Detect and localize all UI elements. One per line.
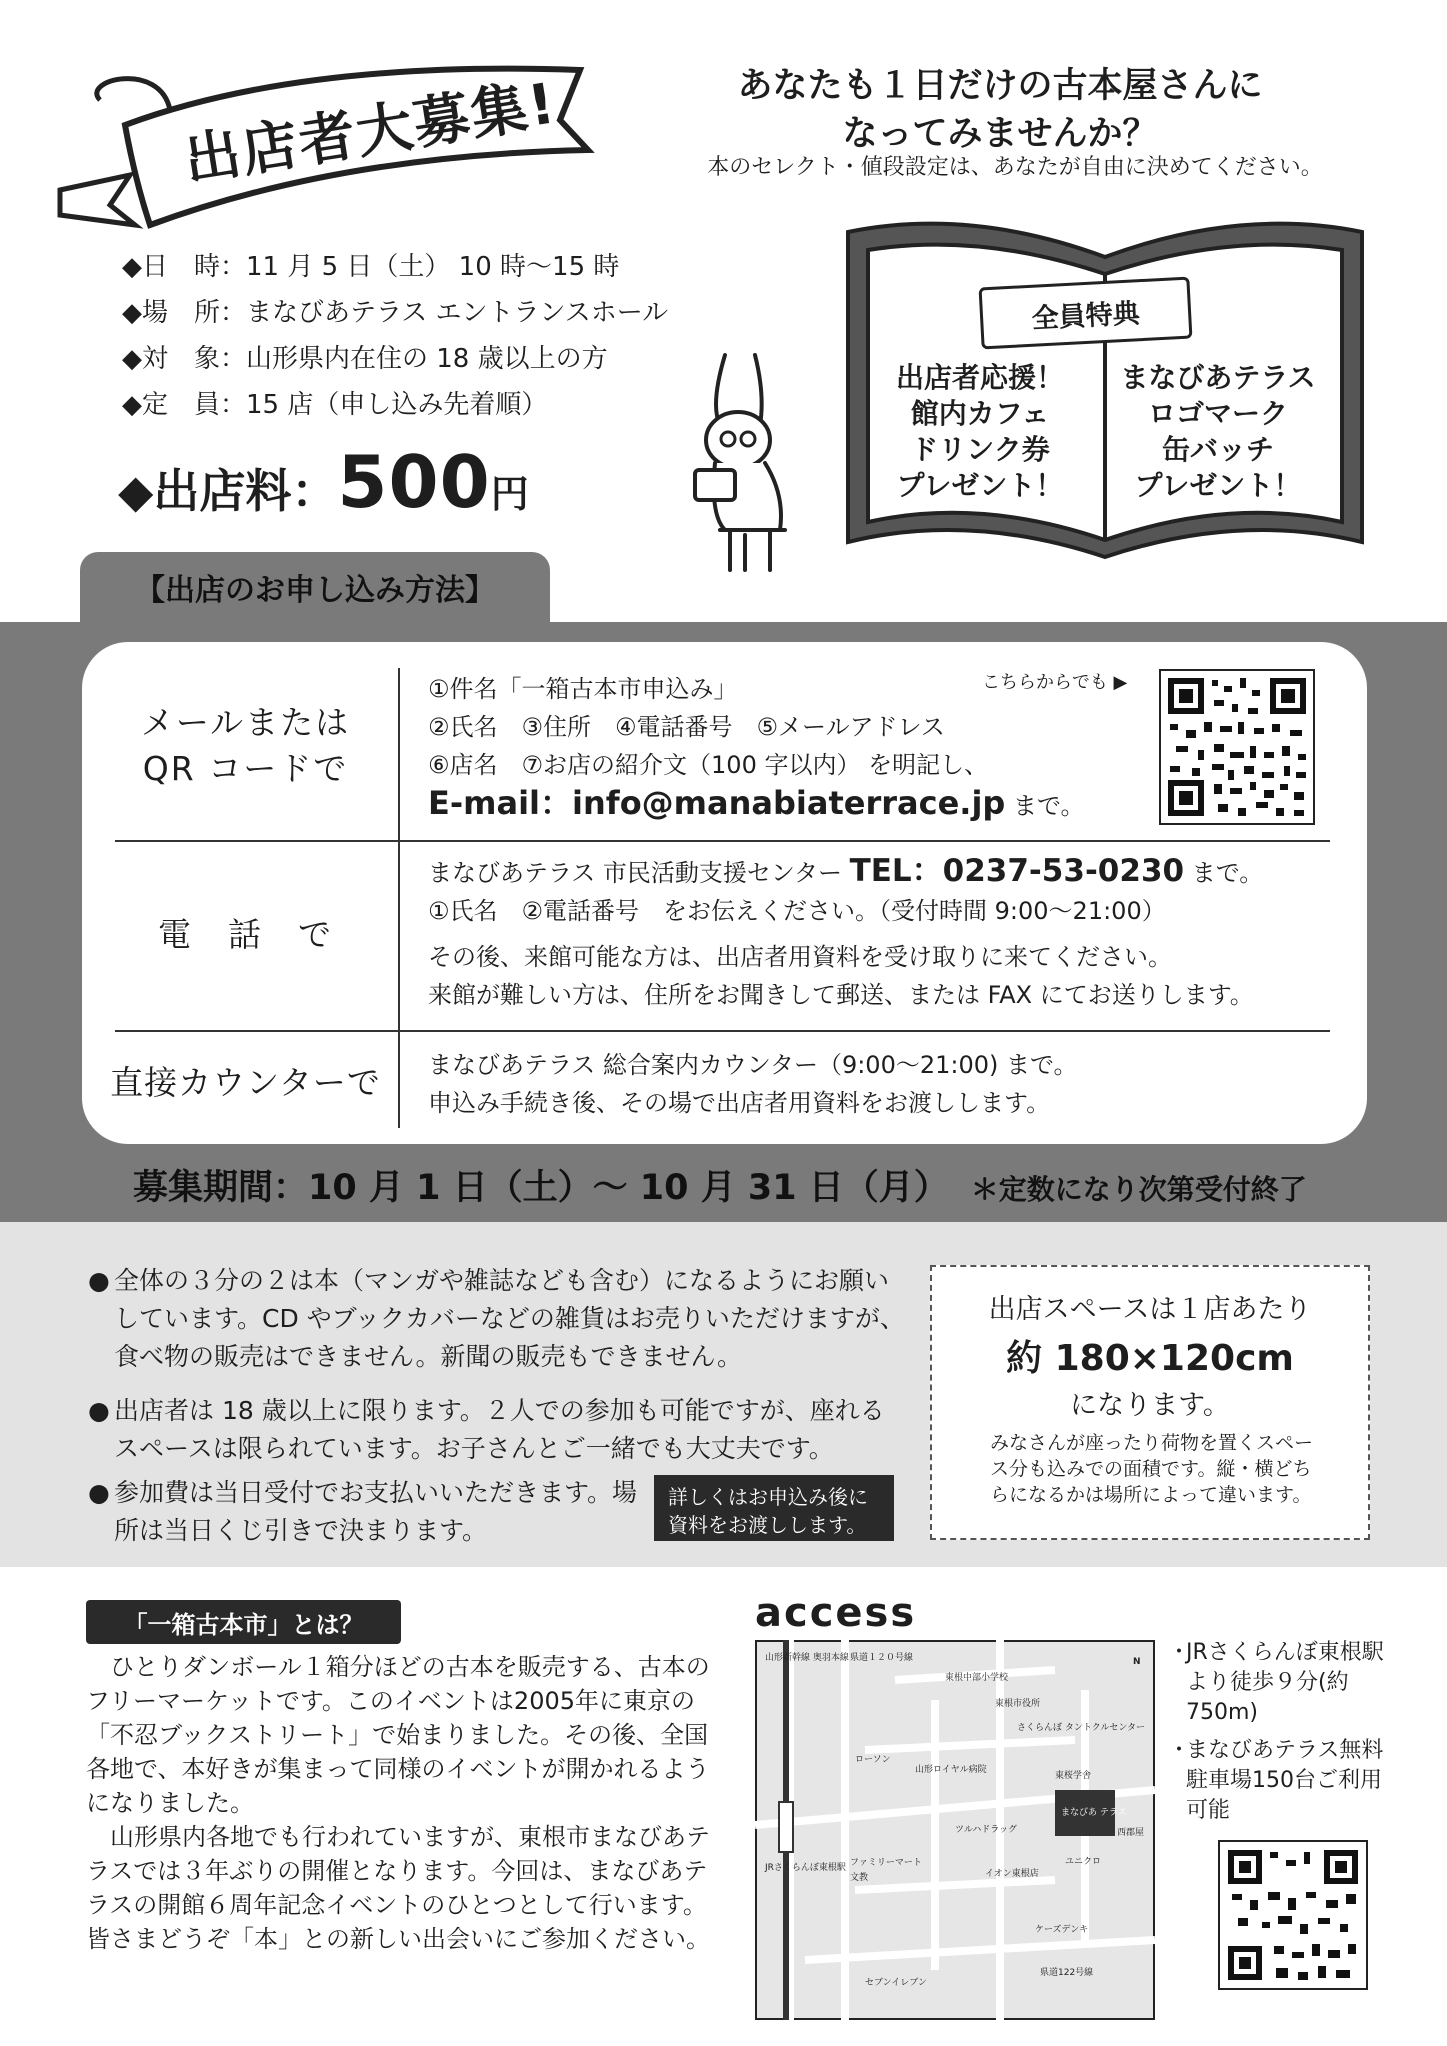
access-title: access [755, 1590, 917, 1636]
map-label-aeon: イオン東根店 [985, 1869, 1039, 1879]
access-item-text: まなびあテラス無料駐車場150台ご利用可能 [1186, 1738, 1384, 1823]
benefit-left-line: 館内カフェ [910, 397, 1050, 430]
map-north-label: N [1133, 1657, 1141, 1667]
phone-line-3: その後、来館可能な方は、出店者用資料を受け取りに来てください。 [428, 943, 1172, 971]
counter-label: 直接カウンターで [110, 1063, 381, 1102]
space-info-box [930, 1265, 1370, 1540]
space-line-3: になります。 [1070, 1390, 1230, 1421]
divider [115, 840, 1330, 842]
about-body [86, 1650, 718, 1956]
apply-heading: 【出店のお申し込み方法】 [80, 552, 550, 622]
phone-label: 電 話 で [158, 915, 333, 954]
map-label-hospital: 山形ロイヤル病院 [915, 1765, 987, 1775]
map-label-route120: 県道１２０号線 [850, 1653, 914, 1663]
map-label-seven: セブンイレブン [865, 1978, 927, 1988]
map-label-familymart: ファミリーマート [850, 1858, 922, 1868]
note-text: 出店者は 18 歳以上に限ります。２人での参加も可能ですが、座れるスペースは限られています。お子さんとご一緒でも大丈夫です。 [114, 1396, 885, 1463]
map-label-uniqlo: ユニクロ [1065, 1857, 1102, 1867]
fee-value: 500 [337, 440, 491, 524]
intro-line-2: なってみませんか？ [842, 114, 1158, 154]
access-item [1168, 1638, 1388, 1728]
note-item [88, 1474, 648, 1550]
map-label-ksdenki: ケーズデンキ [1035, 1925, 1089, 1935]
email-address[interactable]: E-mail：info@manabiaterrace.jp [428, 784, 1006, 822]
email-suffix: まで。 [1005, 792, 1085, 820]
mail-line-3: ⑥店名 ⑦お店の紹介文（100 字以内） を明記し、 [428, 751, 989, 779]
phone-number[interactable]: TEL：0237-53-0230 [849, 853, 1185, 889]
map-label-station: JRさくらんぼ東根駅 [765, 1863, 846, 1873]
benefit-right-line: まなびあテラス [1120, 361, 1316, 394]
banner-title: 出店者大募集! [179, 71, 561, 195]
benefit-right-line: ロゴマーク [1147, 397, 1288, 430]
mail-label-1: メールまたは [140, 703, 351, 742]
space-size: 約 180×120cm [1006, 1338, 1294, 1379]
access-item [1168, 1736, 1388, 1826]
application-qr-code[interactable] [1158, 668, 1316, 826]
divider [115, 1030, 1330, 1032]
map-label-school: 東根中部小学校 [945, 1673, 1009, 1683]
phone-line-4: 来館が難しい方は、住所をお聞きして郵送、または FAX にてお送りします。 [428, 981, 1254, 1009]
access-qr-code[interactable] [1218, 1840, 1368, 1990]
phone-line-2: ①氏名 ②電話番号 をお伝えください。（受付時間 9:00～21:00） [428, 897, 1166, 925]
period-note: ＊定数になり次第受付終了 [970, 1173, 1307, 1206]
benefit-left-line: プレゼント！ [896, 469, 1064, 502]
benefit-left-line: ドリンク券 [910, 433, 1050, 466]
note-text: 参加費は当日受付でお支払いいただきます。場所は当日くじ引きで決まります。 [114, 1478, 638, 1545]
mail-line-1: ①件名「一箱古本市申込み」 [428, 675, 738, 703]
space-line-1: 出店スペースは１店あたり [988, 1294, 1312, 1325]
map-label-tantoal: さくらんぼ タントクルセンター [1017, 1723, 1146, 1733]
about-heading: 「一箱古本市」とは？ [86, 1600, 401, 1644]
mail-label [88, 700, 403, 792]
about-paragraph: 山形県内各地でも行われていますが、東根市まなびあテラスでは３年ぶりの開催となります。今回は、まなびあテラスの開館６周年記念イベントのひとつとして行います。皆さまどうぞ「本」との新しい出会いにご参加ください。 [86, 1823, 710, 1953]
bullet-icon: ・ [1168, 1640, 1191, 1665]
map-label-cityhall: 東根市役所 [995, 1699, 1041, 1709]
bullet: ● [88, 1396, 110, 1425]
space-detail: みなさんが座ったり荷物を置くスペース分も込みでの面積です。縦・横どちらになるかは場所によって違います。 [990, 1432, 1314, 1506]
intro-line-1: あなたも１日だけの古本屋さんに [737, 66, 1263, 106]
map-label-route122: 県道122号線 [1040, 1968, 1094, 1978]
map-label-nishigunji: 西郡屋 [1117, 1828, 1145, 1838]
phone-details [428, 852, 1263, 1014]
bullet: ● [88, 1478, 110, 1507]
qr-note: こちらからでも ▶ [982, 672, 1128, 693]
counter-line-2: 申込み手続き後、その場で出店者用資料をお渡しします。 [428, 1089, 1051, 1117]
bullet: ● [88, 1266, 110, 1295]
counter-line-1: まなびあテラス 総合案内カウンター（9:00～21:00) まで。 [428, 1051, 1078, 1079]
note-text: 全体の３分の２は本（マンガや雑誌なども含む）になるようにお願いしています。CD やブックカバーなどの雑貨はお売りいただけますが、食べ物の販売はできません。新聞の販売もできません。 [114, 1266, 905, 1371]
fee-line [118, 440, 529, 524]
intro-subtext: 本のセレクト・値段設定は、あなたが自由に決めてください。 [707, 155, 1323, 180]
info-target: ◆対 象：山形県内在住の 18 歳以上の方 [122, 344, 608, 374]
detail-notice-box: 詳しくはお申込み後に資料をお渡しします。 [654, 1475, 894, 1541]
info-date: ◆日 時：11 月 5 日（土） 10 時～15 時 [122, 252, 620, 282]
map-label-bunkyo: 文教 [850, 1873, 869, 1883]
rabbit-reading-illustration [670, 345, 820, 575]
counter-details [428, 1046, 1078, 1122]
mail-label-2: QR コードで [142, 749, 349, 788]
map-label-terrace: まなびあ テラス [1061, 1808, 1127, 1818]
map-label-tsuruha: ツルハドラッグ [955, 1825, 1018, 1835]
access-map[interactable] [755, 1640, 1155, 2020]
access-item-text: JRさくらんぼ東根駅より徒歩９分(約750m) [1186, 1640, 1384, 1725]
benefit-left [880, 360, 1080, 504]
note-item [88, 1262, 908, 1376]
note-item [88, 1392, 908, 1468]
phone-line-prefix: まなびあテラス 市民活動支援センター [428, 859, 850, 887]
application-period [133, 1160, 1307, 1210]
map-label-shinkansen: 山形新幹線 奥羽本線 [765, 1653, 849, 1663]
benefit-tag: 全員特典 [979, 277, 1193, 350]
access-info [1168, 1638, 1388, 1834]
period-text: 募集期間：10 月 1 日（土）～ 10 月 31 日（月） [133, 1168, 949, 1208]
phone-line-suffix: まで。 [1184, 859, 1264, 887]
info-capacity: ◆定 員：15 店（申し込み先着順） [122, 390, 548, 420]
bullet-icon: ・ [1168, 1738, 1191, 1763]
map-label-gakuen: 東桜学舎 [1055, 1771, 1092, 1781]
info-place: ◆場 所：まなびあテラス エントランスホール [122, 298, 669, 328]
about-paragraph: ひとりダンボール１箱分ほどの古本を販売する、古本のフリーマーケットです。このイベントは2005年に東京の「不忍ブックストリート」で始まりました。その後、全国各地で、本好きが集まって同様のイベントが開かれるようになりました。 [86, 1653, 710, 1817]
mail-line-2: ②氏名 ③住所 ④電話番号 ⑤メールアドレス [428, 713, 945, 741]
fee-label: ◆出店料： [118, 464, 338, 518]
map-label-lawson: ローソン [855, 1755, 891, 1765]
benefit-left-line: 出店者応援！ [895, 361, 1064, 394]
benefit-right-line: プレゼント！ [1134, 469, 1302, 502]
benefit-right-line: 缶バッチ [1161, 433, 1274, 466]
benefit-right [1108, 360, 1328, 504]
fee-unit: 円 [490, 472, 529, 516]
